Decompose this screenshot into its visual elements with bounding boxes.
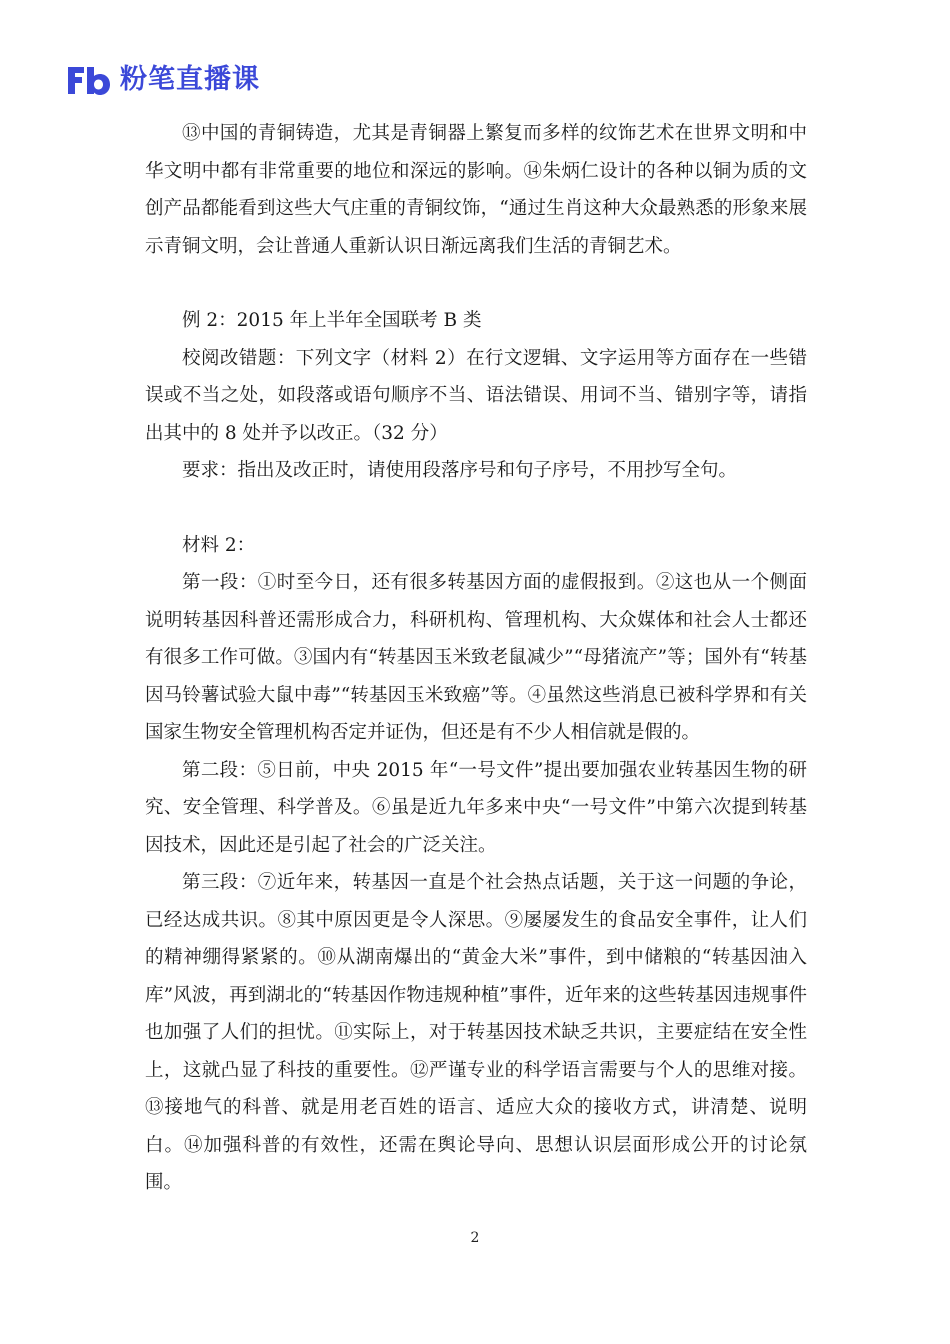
- paragraph: 第一段：①时至今日，还有很多转基因方面的虚假报到。②这也从一个侧面说明转基因科普还需形成合力，科研机构、管理机构、大众媒体和社会人士都还有很多工作可做。③国内有“转基因玉米致老鼠减少”“母猪流产”等；国外有“转基因马铃薯试验大鼠中毒”“转基因玉米致癌”等。④虽然这些消息已被科学界和有关国家生物安全管理机构否定并证伪，但还是有不少人相信就是假的。: [145, 572, 807, 743]
- paragraph: 第二段：⑤日前，中央 2015 年“一号文件”提出要加强农业转基因生物的研究、安全管理、科学普及。⑥虽是近九年多来中央“一号文件”中第六次提到转基因技术，因此还是引起了社会的广泛关注。: [145, 759, 807, 856]
- paragraph: 例 2：2015 年上半年全国联考 B 类: [182, 310, 482, 331]
- paragraph: 要求：指出及改正时，请使用段落序号和句子序号，不用抄写全句。: [182, 460, 738, 481]
- paragraph: ⑬中国的青铜铸造，尤其是青铜器上繁复而多样的纹饰艺术在世界文明和中华文明中都有非常重要的地位和深远的影响。⑭朱炳仁设计的各种以铜为质的文创产品都能看到这些大气庄重的青铜纹饰，“通过生肖这种大众最熟悉的形象来展示青铜文明，会让普通人重新认识日渐远离我们生活的青铜艺术。: [145, 123, 807, 257]
- brand-name: 粉笔直播课: [120, 64, 260, 95]
- paragraph: 校阅改错题：下列文字（材料 2）在行文逻辑、文字运用等方面存在一些错误或不当之处，如段落或语句顺序不当、语法错误、用词不当、错别字等，请指出其中的 8 处并予以改正。（32 分）: [145, 347, 807, 444]
- paragraph: 第三段：⑦近年来，转基因一直是个社会热点话题，关于这一问题的争论，已经达成共识。⑧其中原因更是令人深思。⑨屡屡发生的食品安全事件，让人们的精神绷得紧紧的。⑩从湖南爆出的“黄金大米”事件，到中储粮的“转基因油入库”风波，再到湖北的“转基因作物违规种植”事件，近年来的这些转基因违规事件也加强了人们的担忧。⑪实际上，对于转基因技术缺乏共识，主要症结在安全性上，这就凸显了科技的重要性。⑫严谨专业的科学语言需要与个人的思维对接。⑬接地气的科普、就是用老百姓的语言、适应大众的接收方式，讲清楚、说明白。⑭加强科普的有效性，还需在舆论导向、思想认识层面形成公开的讨论氛围。: [145, 872, 807, 1193]
- page-header: [66, 62, 260, 98]
- fb-logo-icon: [66, 63, 114, 97]
- document-body: [145, 115, 807, 1202]
- page-number: 2: [470, 1230, 480, 1246]
- paragraph-gap: [145, 490, 807, 527]
- paragraph: 材料 2：: [182, 534, 256, 556]
- paragraph-gap: [145, 265, 807, 302]
